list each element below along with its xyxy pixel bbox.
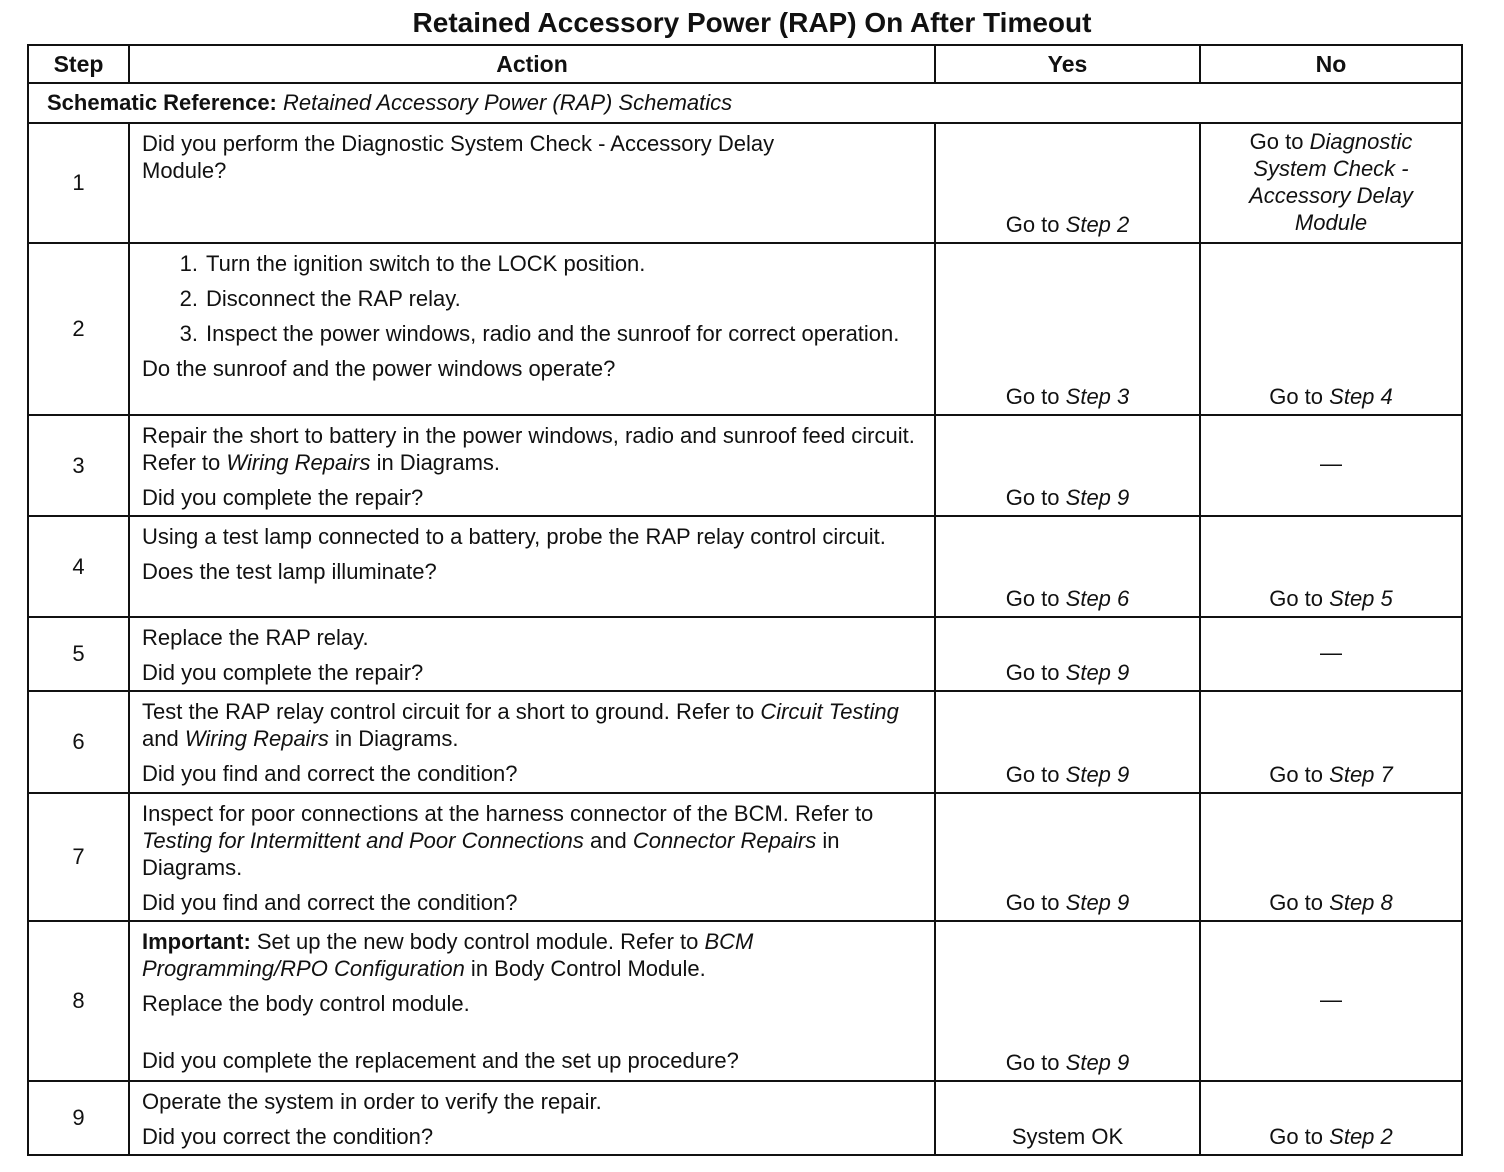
list-item (168, 320, 924, 347)
list-item (168, 250, 924, 277)
schematic-link[interactable]: Retained Accessory Power (RAP) Schematics (283, 90, 733, 115)
go-to-text: Go to (1269, 1124, 1324, 1149)
intermittent-testing-link[interactable]: Testing for Intermittent and Poor Connections (142, 828, 584, 853)
step-number: 4 (28, 516, 129, 617)
yes-cell (935, 691, 1200, 793)
list-text: Inspect the power windows, radio and the sunroof for correct operation. (206, 321, 900, 346)
go-to-text: Go to (1005, 1050, 1060, 1075)
go-to-text: Go to (1005, 485, 1060, 510)
action-text: Did you perform the Diagnostic System Check - Accessory Delay (142, 131, 775, 156)
action-text-part: in Body Control Module. (464, 956, 706, 981)
question-text: Did you find and correct the condition? (142, 890, 518, 915)
step-number: 2 (28, 243, 129, 415)
schematic-reference (28, 83, 1462, 123)
question-text: Did you complete the repair? (142, 660, 424, 685)
table-row (28, 243, 1462, 415)
yes-cell (935, 123, 1200, 243)
schematic-reference-row (28, 83, 1462, 123)
question-text: Did you correct the condition? (142, 1124, 434, 1149)
table-row (28, 415, 1462, 516)
action-text-part: in Diagrams. (142, 828, 840, 880)
action-cell (129, 123, 935, 243)
step-link[interactable]: Step 7 (1329, 762, 1393, 787)
schematic-label: Schematic Reference: (47, 90, 277, 115)
list-text: Disconnect the RAP relay. (206, 286, 461, 311)
table-row (28, 921, 1462, 1081)
no-value: — (1320, 451, 1342, 476)
action-text-part: Test the RAP relay control circuit for a short to ground. Refer to (142, 699, 761, 724)
action-cell (129, 516, 935, 617)
step-number: 9 (28, 1081, 129, 1155)
go-to-text: Go to (1269, 762, 1324, 787)
action-cell (129, 243, 935, 415)
go-to-text: Go to (1005, 762, 1060, 787)
diagnostic-table (27, 44, 1463, 1156)
go-to-text: Go to (1005, 586, 1060, 611)
table-row (28, 793, 1462, 921)
action-cell (129, 793, 935, 921)
go-to-text: Go to (1005, 212, 1060, 237)
question-text: Did you complete the repair? (142, 485, 424, 510)
bcm-programming-link[interactable]: BCM Programming/RPO Configuration (142, 929, 754, 981)
list-number: 2. (179, 286, 198, 311)
action-text-part: Inspect for poor connections at the harness connector of the BCM. Refer to (142, 801, 874, 826)
yes-cell (935, 415, 1200, 516)
go-to-text: Go to (1269, 890, 1324, 915)
step-number: 3 (28, 415, 129, 516)
action-text (142, 928, 924, 982)
action-cell (129, 921, 935, 1081)
no-cell (1200, 243, 1462, 415)
action-text: Using a test lamp connected to a battery, probe the RAP relay control circuit. (142, 524, 886, 549)
list-item (168, 285, 924, 312)
go-to-text: Go to (1269, 586, 1324, 611)
action-text (142, 422, 924, 476)
step-number: 5 (28, 617, 129, 691)
no-value: — (1320, 639, 1342, 665)
action-cell (129, 617, 935, 691)
list-number: 1. (179, 251, 198, 276)
header-yes: Yes (935, 45, 1200, 83)
action-text: Module? (142, 158, 227, 183)
page-title: Retained Accessory Power (RAP) On After Timeout (412, 7, 1092, 38)
header-action: Action (129, 45, 935, 83)
step-link[interactable]: Step 5 (1329, 586, 1393, 611)
header-row (28, 45, 1462, 83)
no-cell (1200, 415, 1462, 516)
yes-cell (935, 921, 1200, 1081)
diagnostic-link[interactable]: Accessory Delay (1249, 183, 1413, 208)
step-link[interactable]: Step 4 (1329, 384, 1393, 409)
step-link[interactable]: Step 9 (1065, 1050, 1130, 1075)
table-row (28, 1081, 1462, 1155)
action-text-part: and (142, 726, 185, 751)
circuit-testing-link[interactable]: Circuit Testing (760, 699, 899, 724)
system-ok-text: System OK (1011, 1124, 1124, 1149)
diagnostic-link[interactable]: Module (1294, 210, 1368, 235)
go-to-text: Go to (1249, 129, 1304, 154)
diagnostic-link[interactable]: Diagnostic (1309, 129, 1413, 154)
no-cell (1200, 921, 1462, 1081)
yes-cell (935, 1081, 1200, 1155)
table-row (28, 516, 1462, 617)
question-text: Did you find and correct the condition? (142, 761, 518, 786)
action-text (142, 698, 924, 752)
step-number: 7 (28, 793, 129, 921)
yes-cell (935, 617, 1200, 691)
no-cell (1200, 617, 1462, 691)
table-row (28, 691, 1462, 793)
step-link[interactable]: Step 9 (1065, 660, 1130, 685)
procedure-list (142, 250, 924, 347)
action-cell (129, 691, 935, 793)
diagnostic-link[interactable]: System Check - (1253, 156, 1409, 181)
step-link[interactable]: Step 8 (1329, 890, 1393, 915)
action-text-part: in Diagrams. (370, 450, 501, 475)
wiring-repairs-link[interactable]: Wiring Repairs (226, 450, 371, 475)
go-to-text: Go to (1005, 660, 1060, 685)
step-number: 1 (28, 123, 129, 243)
question-text: Did you complete the replacement and the set up procedure? (142, 1048, 739, 1073)
important-label: Important: (142, 929, 251, 954)
table-row (28, 123, 1462, 243)
step-link[interactable]: Step 9 (1065, 890, 1130, 915)
go-to-text: Go to (1005, 384, 1060, 409)
no-cell (1200, 123, 1462, 243)
wiring-repairs-link[interactable]: Wiring Repairs (184, 726, 329, 751)
header-no: No (1200, 45, 1462, 83)
action-text: Replace the RAP relay. (142, 625, 369, 650)
action-text-part: Repair the short to battery in the power windows, radio and sunroof feed circuit. Refer to (142, 423, 915, 475)
action-text (142, 800, 924, 881)
yes-cell (935, 516, 1200, 617)
table-row (28, 617, 1462, 691)
yes-cell (935, 793, 1200, 921)
go-to-text: Go to (1005, 890, 1060, 915)
step-link[interactable]: Step 6 (1065, 586, 1130, 611)
step-link[interactable]: Step 9 (1065, 762, 1130, 787)
action-text: Operate the system in order to verify the repair. (142, 1089, 602, 1114)
list-number: 3. (179, 321, 198, 346)
connector-repairs-link[interactable]: Connector Repairs (632, 828, 817, 853)
question-text: Do the sunroof and the power windows operate? (142, 356, 616, 381)
step-link[interactable]: Step 2 (1065, 212, 1130, 237)
step-number: 6 (28, 691, 129, 793)
action-text-part: and (583, 828, 633, 853)
action-cell (129, 415, 935, 516)
step-link[interactable]: Step 9 (1065, 485, 1130, 510)
header-step: Step (28, 45, 129, 83)
action-text: Replace the body control module. (142, 991, 470, 1016)
action-cell (129, 1081, 935, 1155)
no-cell (1200, 793, 1462, 921)
list-text: Turn the ignition switch to the LOCK position. (206, 251, 646, 276)
action-text-part: in Diagrams. (328, 726, 459, 751)
step-link[interactable]: Step 3 (1065, 384, 1130, 409)
step-link[interactable]: Step 2 (1329, 1124, 1393, 1149)
no-cell (1200, 516, 1462, 617)
question-text: Does the test lamp illuminate? (142, 559, 437, 584)
yes-cell (935, 243, 1200, 415)
no-cell (1200, 1081, 1462, 1155)
no-cell (1200, 691, 1462, 793)
action-text-part: Set up the new body control module. Refer to (250, 929, 705, 954)
go-to-text: Go to (1269, 384, 1324, 409)
step-number: 8 (28, 921, 129, 1081)
no-value: — (1320, 986, 1342, 1012)
